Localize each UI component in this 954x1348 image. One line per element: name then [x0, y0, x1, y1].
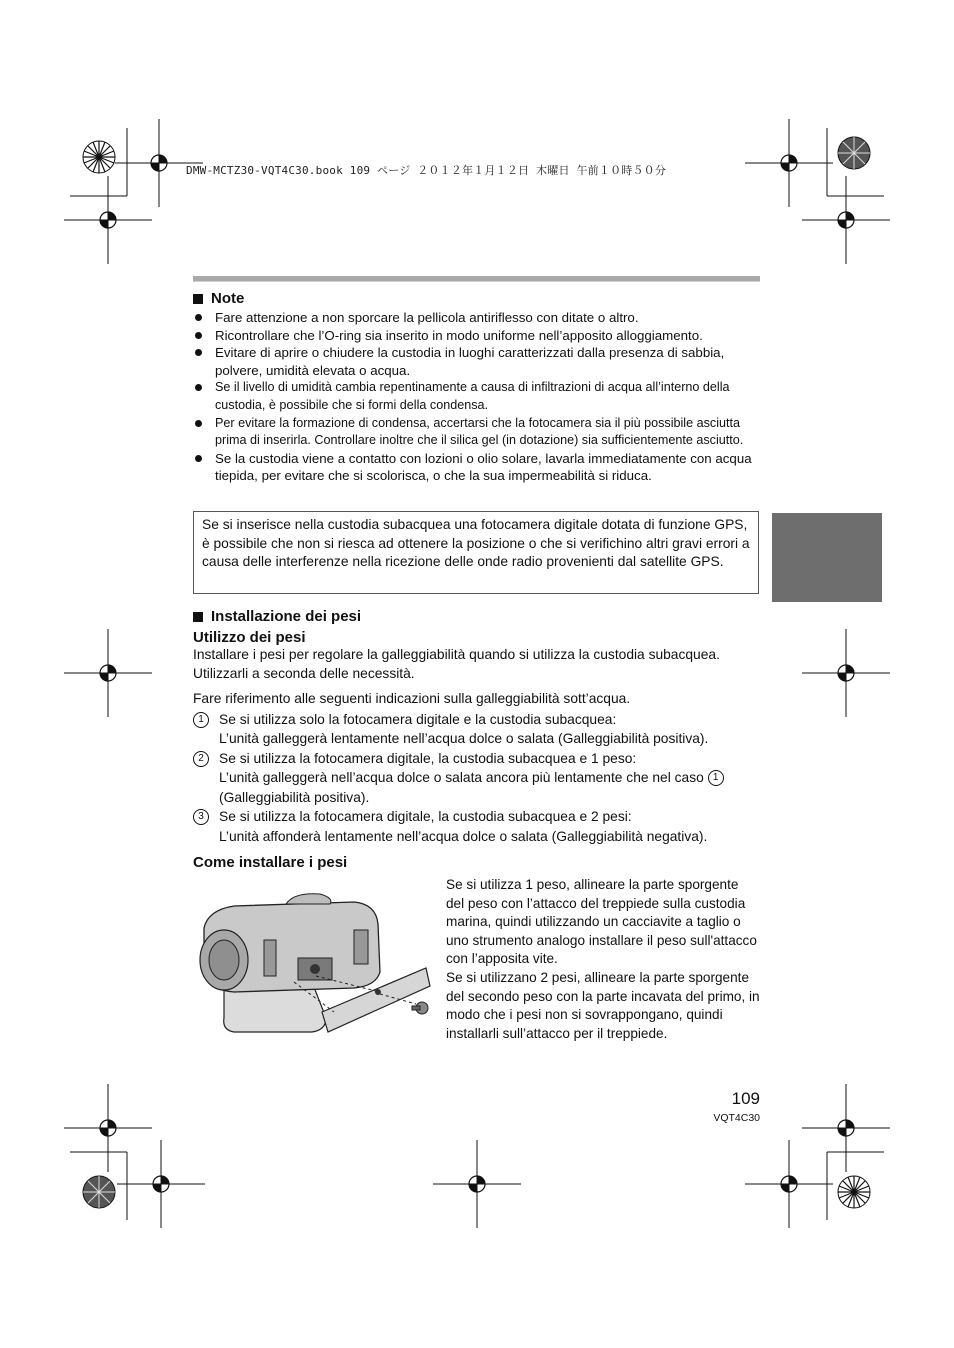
list-item: Ricontrollare che l’O-ring sia inserito in modo uniforme nell’apposito alloggiamento. — [193, 327, 761, 345]
install-text-one-weight: Se si utilizza 1 peso, allineare la parte sporgente del peso con l’attacco del treppiede sulla custodia marina, quindi utilizzando un cacciavite a taglio o uno strumento analogo installare il peso sull'attacco con l’apposita vite. — [446, 877, 757, 967]
case-condition: Se si utilizza la fotocamera digitale, la custodia subacquea e 1 peso: — [219, 750, 637, 766]
install-text-two-weights: Se si utilizzano 2 pesi, allineare la parte sporgente del secondo peso con la parte incavata del primo, in modo che i pesi non si sovrappongano, quindi installarli sull’attacco per il treppiede. — [446, 969, 760, 1041]
install-instructions — [446, 876, 760, 1043]
case-result — [219, 768, 761, 807]
case-result-text: L’unità galleggerà nell’acqua dolce o salata ancora più lentamente che nel caso — [219, 770, 704, 785]
buoyancy-case-2 — [193, 749, 761, 808]
note-heading — [193, 290, 761, 307]
list-item: Per evitare la formazione di condensa, accertarsi che la fotocamera sia il più possibile asciutta prima di inserirla. Controllare inoltre che il silica gel (in dotazione) sia sufficientemente asciutto. — [193, 415, 761, 450]
section-rule-shadow — [193, 281, 760, 282]
print-header-line: DMW-MCTZ30-VQT4C30.book 109 ページ ２０１２年１月１２日 木曜日 午前１０時５０分 — [186, 164, 667, 177]
square-bullet-icon — [193, 612, 203, 622]
note-list — [193, 309, 761, 485]
chapter-side-tab — [772, 513, 882, 602]
circled-number: 2 — [193, 751, 209, 767]
circled-number: 3 — [193, 809, 209, 825]
note-section — [193, 290, 761, 485]
note-title: Note — [211, 290, 245, 307]
case-result: L’unità affonderà lentamente nell’acqua dolce o salata (Galleggiabilità negativa). — [219, 828, 708, 844]
case-result: L’unità galleggerà lentamente nell’acqua dolce o salata (Galleggiabilità positiva). — [219, 731, 709, 746]
case-condition: Se si utilizza la fotocamera digitale, la custodia subacquea e 2 pesi: — [219, 809, 632, 824]
reference-text: Fare riferimento alle seguenti indicazioni sulla galleggiabilità sott’acqua. — [193, 691, 631, 706]
circled-number: 1 — [193, 712, 209, 728]
document-code: VQT4C30 — [713, 1112, 760, 1124]
page-number: 109 — [731, 1089, 760, 1108]
weight-installation-illustration — [194, 890, 436, 1040]
list-item: Evitare di aprire o chiudere la custodia in luoghi caratterizzati dalla presenza di sabbia, polvere, umidità elevata o acqua. — [193, 344, 761, 379]
install-subtitle: Come installare i pesi — [193, 854, 348, 871]
usage-subtitle: Utilizzo dei pesi — [193, 629, 306, 646]
list-item: Se il livello di umidità cambia repentinamente a causa di infiltrazioni di acqua all’interno della custodia, è possibile che si formi della condensa. — [193, 379, 761, 414]
weights-section — [193, 608, 761, 871]
weights-title: Installazione dei pesi — [211, 608, 362, 625]
circled-number-ref: 1 — [708, 770, 724, 786]
gps-warning-box: Se si inserisce nella custodia subacquea una fotocamera digitale dotata di funzione GPS, è possibile che non si riesca ad ottenere la posizione o che si verifichino altri gravi errori a causa delle interferenze nella ricezione delle onde radio provenienti dal satellite GPS. — [193, 511, 759, 594]
square-bullet-icon — [193, 294, 203, 304]
case-result-text-end: (Galleggiabilità positiva). — [219, 789, 370, 805]
list-item: Fare attenzione a non sporcare la pellicola antiriflesso con ditate o altro. — [193, 309, 761, 327]
buoyancy-case-3 — [193, 807, 761, 846]
weights-heading — [193, 608, 761, 625]
list-item: Se la custodia viene a contatto con lozioni o olio solare, lavarla immediatamente con acqua tiepida, per evitare che si scolorisca, o che la sua impermeabilità si riduca. — [193, 450, 761, 485]
buoyancy-case-1 — [193, 710, 761, 749]
case-condition: Se si utilizza solo la fotocamera digitale e la custodia subacquea: — [219, 711, 617, 727]
usage-text: Installare i pesi per regolare la galleggiabilità quando si utilizza la custodia subacquea. Utilizzarli a seconda delle necessità. — [193, 647, 720, 681]
